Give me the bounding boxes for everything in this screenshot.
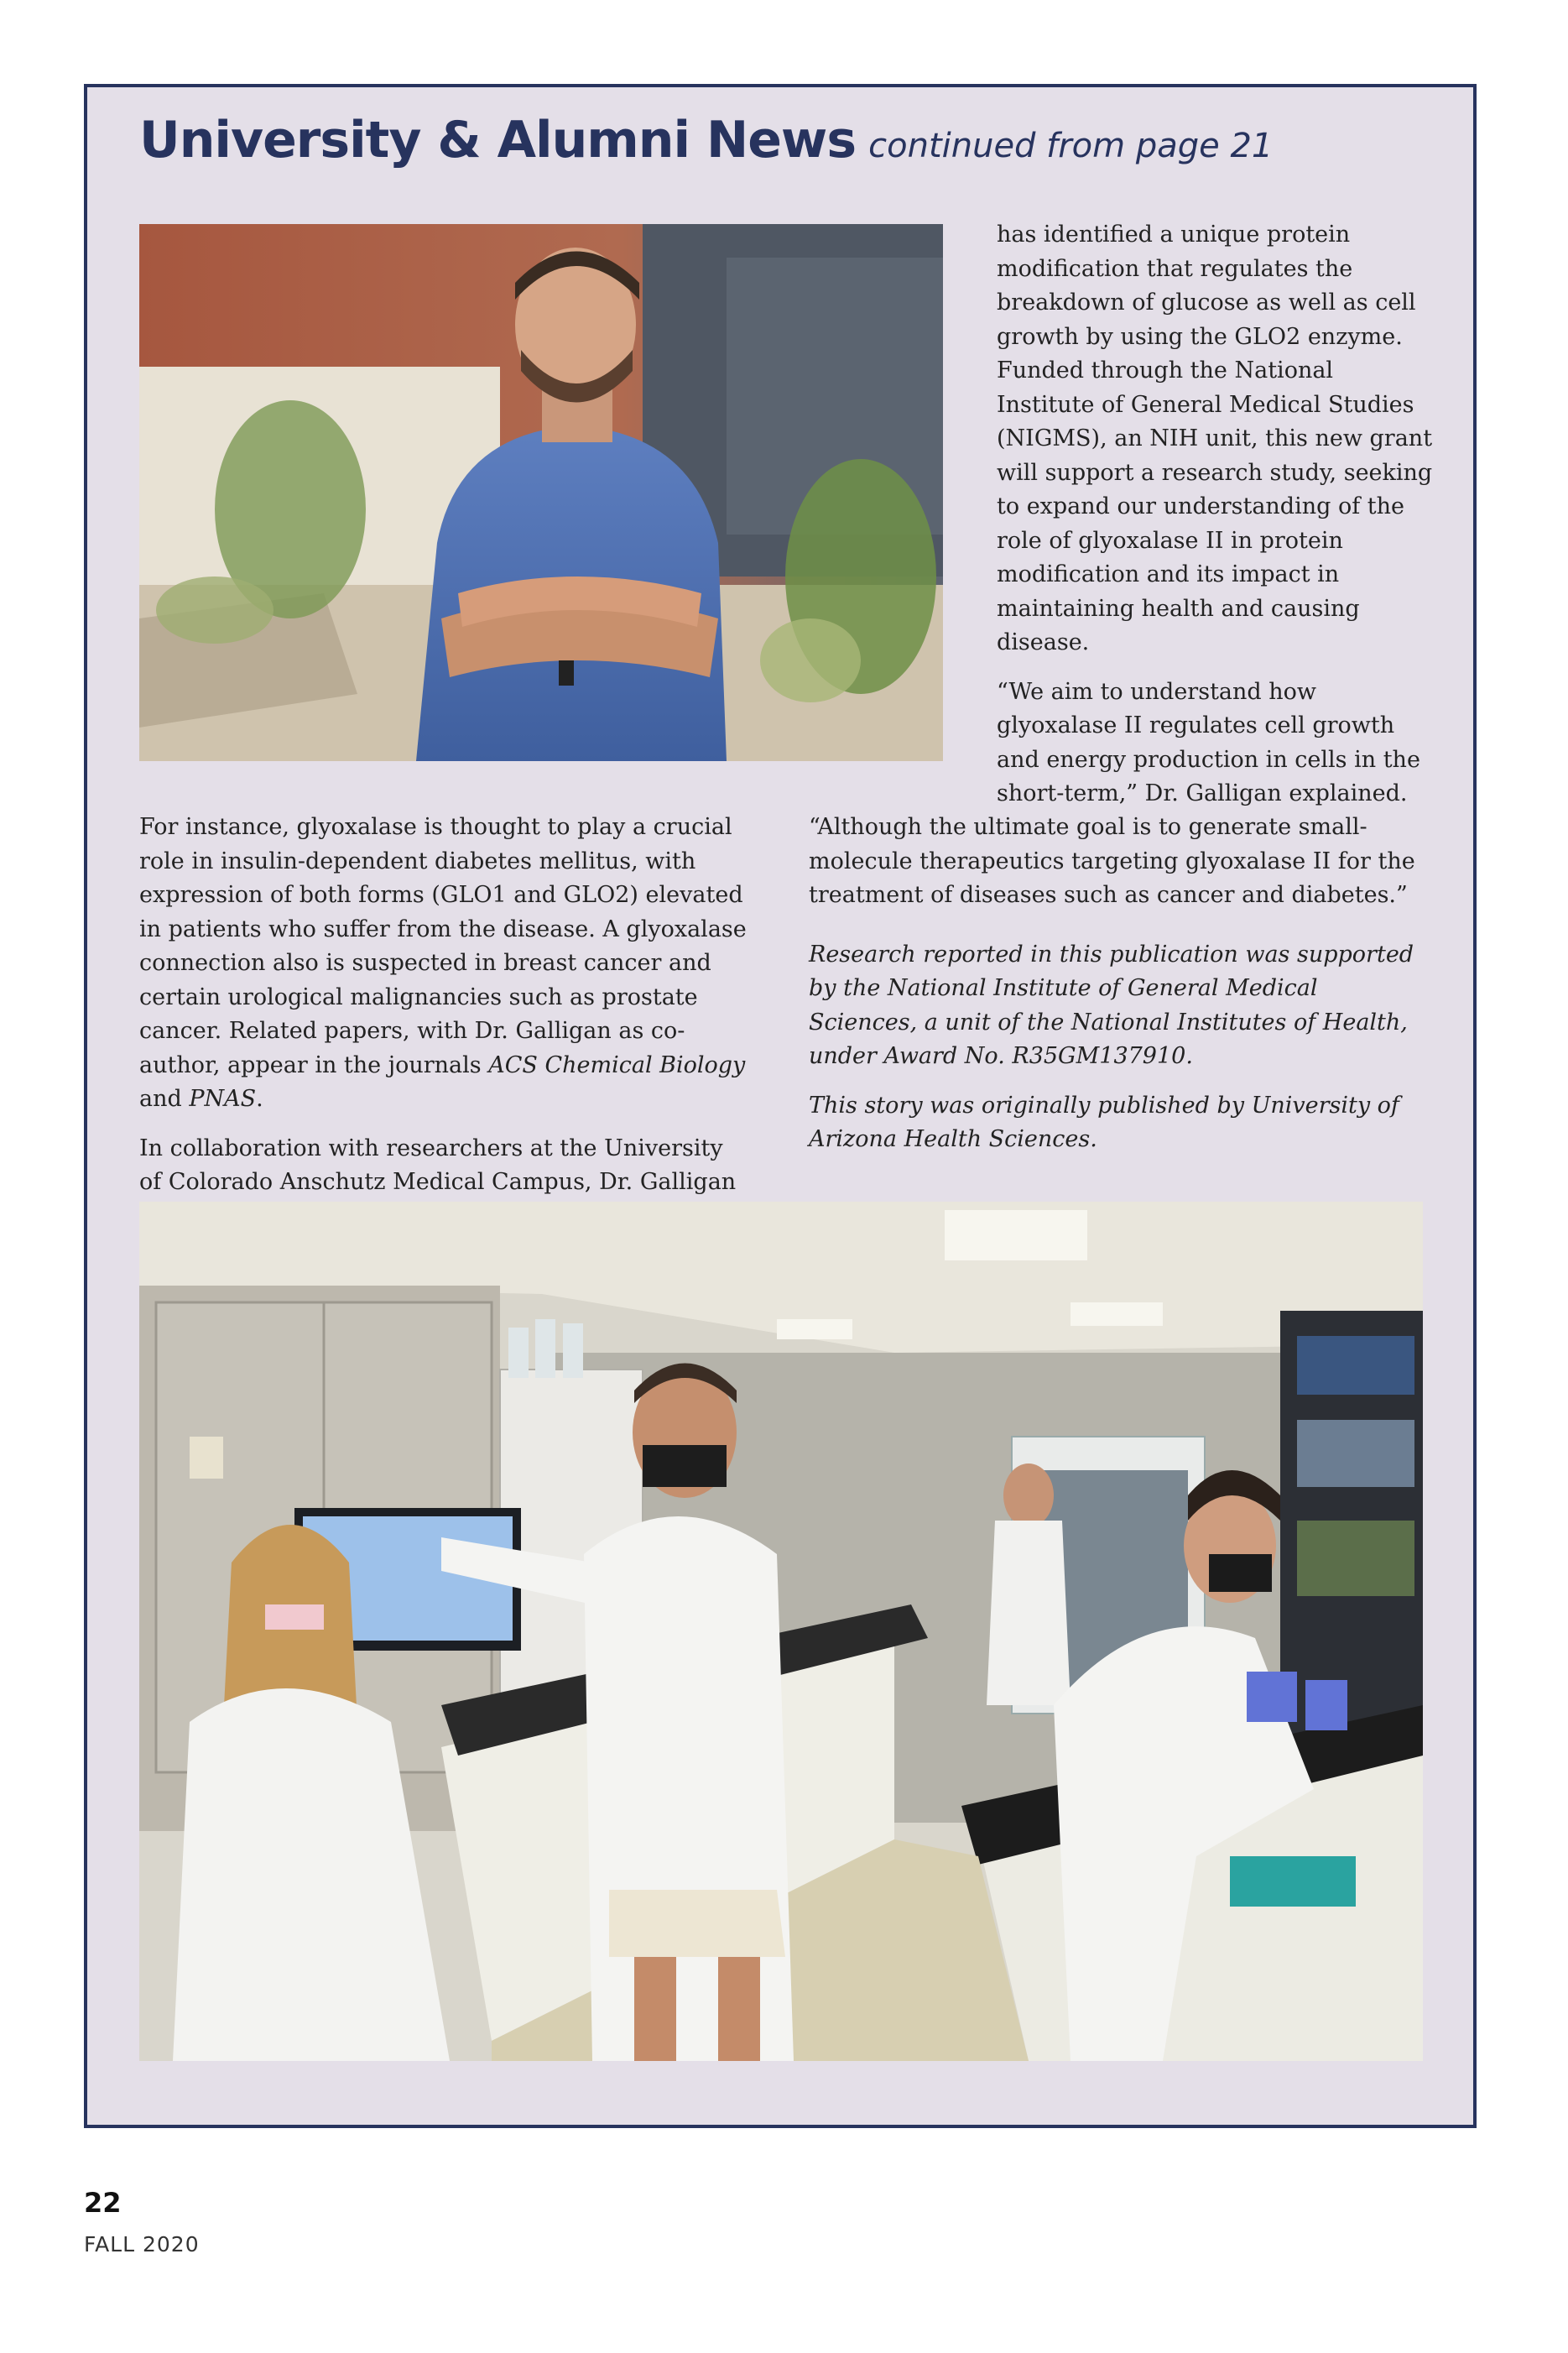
article-paragraph	[139, 811, 752, 1117]
source-note: This story was originally published by University of Arizona Health Sciences.	[809, 1092, 1399, 1152]
portrait-photo-image	[139, 224, 943, 761]
continued-note: continued from page 21	[868, 127, 1274, 165]
article-right-top-column	[997, 218, 1433, 827]
sentence-end: .	[256, 1086, 263, 1112]
article-right-column	[809, 811, 1431, 1172]
issue-label: FALL 2020	[84, 2232, 200, 2256]
article-paragraph: has identified a unique protein modification that regulates the breakdown of glucose as well as cell growth by using the GLO2 enzyme. Funded through the National Institute of General Medical Studies (NIGMS), an NIH unit, this new grant will support a research study, seeking to expand our understanding of the role of glyoxalase II in protein modification and its impact in maintaining health and causing disease.	[997, 222, 1433, 655]
funding-note: Research reported in this publication was supported by the National Institute of General Medical Sciences, a unit of the National Institutes of Health, under Award No. R35GM137910.	[809, 941, 1414, 1069]
section-heading	[139, 111, 1448, 170]
page-number: 22	[84, 2187, 122, 2219]
journal-acs-chemical-biology: ACS Chemical Biology	[488, 1051, 746, 1078]
conjunction-text: and	[139, 1086, 190, 1112]
article-left-column	[139, 811, 752, 1215]
lab-photo	[139, 1202, 1423, 2061]
article-paragraph: In collaboration with researchers at the University of Colorado Anschutz Medical Campus, Dr. Galligan	[139, 1135, 737, 1195]
journal-pnas: PNAS	[189, 1086, 257, 1112]
lab-photo-image	[139, 1202, 1423, 2061]
page-title: University & Alumni News	[139, 111, 857, 170]
paragraph-text: For instance, glyoxalase is thought to play a crucial role in insulin-dependent diabetes mellitus, with expression of both forms (GLO1 and GLO2) elevated in patients who suffer from the disease. A glyoxalase connection also is suspected in breast cancer and certain urological malignancies such as prostate cancer. Related papers, with Dr. Galligan as co-author, appear in the journals	[139, 814, 747, 1078]
portrait-photo	[139, 224, 943, 761]
article-quote-paragraph: “Although the ultimate goal is to generate small-molecule therapeutics targeting glyoxalase II for the treatment of diseases such as cancer and diabetes.”	[809, 814, 1415, 908]
article-quote-paragraph: “We aim to understand how glyoxalase II regulates cell growth and energy production in cells in the short-term,” Dr. Galligan explained.	[997, 678, 1420, 806]
